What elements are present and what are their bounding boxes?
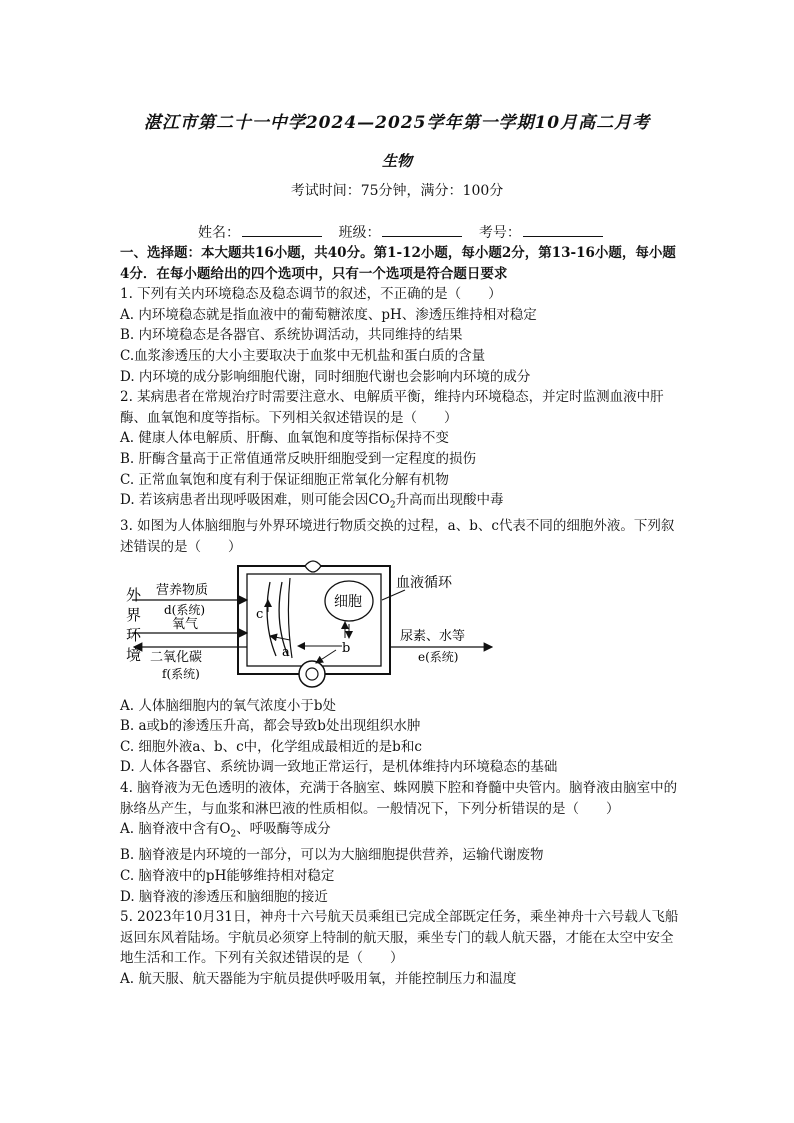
label-a: a — [282, 644, 290, 660]
student-info-fields — [198, 222, 615, 242]
section-heading: 一、选择题：本大题共16小题，共40分。第1-12小题，每小题2分，第13-16小题，每小题4分．在每小题给出的四个选项中，只有一个选项是符合题日要求 — [120, 245, 676, 282]
lymph-vessel — [267, 582, 276, 656]
q5-option-a: A. 航天服、航天器能为宇航员提供呼吸用氧，并能控制压力和温度 — [120, 971, 517, 987]
outside-char-1: 外 — [126, 585, 142, 604]
q1-stem: 1. 下列有关内环境稳态及稳态调节的叙述，不正确的是（ ） — [120, 286, 502, 303]
q3-option-b: B. a或b的渗透压升高，都会导致b处出现组织水肿 — [120, 718, 421, 735]
nutrients-label: 营养物质 — [156, 582, 209, 598]
class-label: 班级： — [338, 225, 381, 241]
q2-option-b: B. 肝酶含量高于正常值通常反映肝细胞受到一定程度的损伤 — [120, 450, 477, 467]
q3-option-c: C. 细胞外液a、b、c中，化学组成最相近的是b和c — [120, 738, 422, 755]
q2-option-d: D. 若该病患者出现呼吸困难，则可能会因$CO_2$升高而出现酸中毒 — [120, 492, 504, 511]
q1-option-c: C.血浆渗透压的大小主要取决于血浆中无机盐和蛋白质的含量 — [120, 347, 486, 364]
exam-title: 湛江市第二十一中学2024—2025学年第一学期10月高二月考 — [143, 113, 651, 133]
q4-option-c: C. 脑脊液中的pH能够维持相对稳定 — [120, 868, 335, 885]
outside-char-3: 环 — [126, 625, 142, 644]
exam-content — [120, 243, 680, 990]
exchange-diagram-svg — [120, 560, 540, 694]
q2-option-c: C. 正常血氧饱和度有利于保证细胞正常氧化分解有机物 — [120, 471, 449, 488]
q4-stem: 4. 脑脊液为无色透明的液体，充满于各脑室、蛛网膜下腔和脊髓中央管内。脑脊液由脑室中的脉络丛产生，与血浆和淋巴液的性质相似。一般情况下，下列分析错误的是（ ） — [120, 779, 678, 817]
q4-option-a: A. 脑脊液中含有$O_2$、呼吸酶等成分 — [120, 821, 331, 840]
q5-stem: 5. 2023年10月31日，神舟十六号航天员乘组已完成全部既定任务，乘坐神舟十六号载人飞船返回东风着陆场。宇航员必须穿上特制的航天服，乘坐专门的载人航天器，才能在太空中安全地生活和工作。下列有关叙述错误的是（ ） — [120, 909, 679, 967]
blood-circulation-label: 血液循环 — [396, 574, 452, 591]
outside-char-2: 界 — [126, 605, 142, 624]
q3-option-d: D. 人体各器官、系统协调一致地正常运行，是机体维持内环境稳态的基础 — [120, 759, 558, 776]
q1-option-b: B. 内环境稳态是各器官、系统协调活动，共同维持的结果 — [120, 327, 463, 344]
e-system-label: e(系统) — [418, 649, 459, 664]
q1-option-a: A. 内环境稳态就是指血液中的葡萄糖浓度、pH、渗透压维持相对稳定 — [120, 306, 537, 323]
subject-title: 生物 — [381, 152, 412, 170]
number-blank[interactable] — [523, 222, 603, 237]
d-system-label: d(系统) — [164, 602, 206, 617]
label-c: c — [256, 606, 264, 622]
oxygen-label: 氧气 — [172, 616, 199, 632]
class-blank[interactable] — [382, 222, 462, 237]
exam-info: 考试时间：75分钟，满分：100分 — [290, 183, 504, 199]
q2-stem: 2. 某病患者在常规治疗时需要注意水、电解质平衡，维持内环境稳态，并定时监测血液中肝酶、血氧饱和度等指标。下列相关叙述错误的是（ ） — [120, 389, 664, 426]
q3-stem: 3. 如图为人体脑细胞与外界环境进行物质交换的过程，a、b、c代表不同的细胞外液。下列叙述错误的是（ ） — [120, 518, 675, 555]
q2-option-a: A. 健康人体电解质、肝酶、血氧饱和度等指标保持不变 — [120, 430, 449, 447]
co2-label: 二氧化碳 — [150, 649, 203, 665]
q4-option-d: D. 脑脊液的渗透压和脑细胞的接近 — [120, 888, 328, 905]
f-system-label: f(系统) — [162, 666, 200, 681]
cell-label: 细胞 — [334, 593, 362, 610]
label-b: b — [342, 640, 351, 656]
q3-diagram — [120, 560, 540, 694]
urea-label: 尿素、水等 — [400, 628, 466, 644]
q4-option-b: B. 脑脊液是内环境的一部分，可以为大脑细胞提供营养，运输代谢废物 — [120, 847, 544, 864]
q3-option-a: A. 人体脑细胞内的氧气浓度小于b处 — [120, 697, 336, 714]
capillary-top — [305, 561, 321, 572]
name-blank[interactable] — [242, 222, 322, 237]
name-label: 姓名： — [198, 225, 240, 241]
number-label: 考号： — [478, 225, 521, 241]
outside-char-4: 境 — [126, 645, 142, 664]
q1-option-d: D. 内环境的成分影响细胞代谢，同时细胞代谢也会影响内环境的成分 — [120, 368, 531, 385]
